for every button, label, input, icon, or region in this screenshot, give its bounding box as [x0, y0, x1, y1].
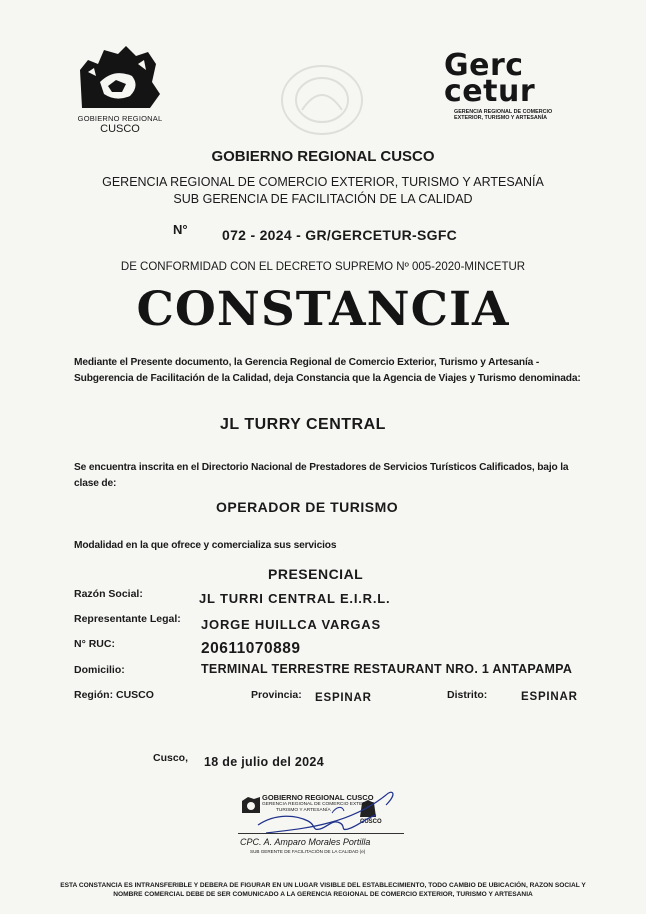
official-stamp [236, 785, 406, 865]
signatory-name: CPC. A. Amparo Morales Portilla [240, 837, 371, 847]
stamp-line-2: GERENCIA REGIONAL DE COMERCIO EXTERIOR [262, 802, 375, 807]
modality-label: Modalidad en la que ofrece y comercializa sus servicios [74, 540, 337, 551]
gercetur-wordmark-top: Gerc [444, 48, 524, 83]
logo-caption-cusco: CUSCO [100, 123, 140, 135]
logo-caption-gobierno: GOBIERNO REGIONAL [77, 114, 163, 123]
gercetur-subtitle-2: EXTERIOR, TURISMO Y ARTESANÍA [454, 115, 548, 121]
gercetur-subtitle-1: GERENCIA REGIONAL DE COMERCIO [454, 109, 553, 115]
razon-social-label: Razón Social: [74, 588, 143, 600]
footer-notice [20, 882, 626, 899]
header-gerencia: GERENCIA REGIONAL DE COMERCIO EXTERIOR, TURISMO Y ARTESANÍA [102, 175, 544, 189]
watermark-seal [272, 60, 372, 140]
service-class: OPERADOR DE TURISMO [216, 499, 399, 515]
footer-line-1: ESTA CONSTANCIA ES INTRANSFERIBLE Y DEBERA DE FIGURAR EN UN LUGAR VISIBLE DEL ESTABLECIMIENTO, TODO CAMBIO DE UBICACIÓN, RAZON SOCIAL Y [60, 882, 586, 889]
intro-paragraph: Mediante el Presente documento, la Gerencia Regional de Comercio Exterior, Turismo y Artesanía - Subgerencia de Facilitación de la Calidad, deja Constancia que la Agencia de Viajes y Turismo denominada: [74, 357, 581, 384]
regional-emblem-icon [74, 42, 166, 114]
ruc-value: 20611070889 [201, 640, 301, 657]
representante-value: JORGE HUILLCA VARGAS [201, 617, 381, 632]
header-subgerencia: SUB GERENCIA DE FACILITACIÓN DE LA CALIDAD [173, 192, 473, 206]
watermark-emblem-icon [272, 60, 372, 140]
stamp-right-text: CUSCO [360, 819, 382, 825]
provincia-value: ESPINAR [315, 692, 372, 704]
domicilio-value: TERMINAL TERRESTRE RESTAURANT NRO. 1 ANTAPAMPA [201, 662, 573, 676]
stamp-line-3: TURISMO Y ARTESANÍA [276, 808, 331, 813]
distrito-value: ESPINAR [521, 691, 578, 703]
registration-paragraph: Se encuentra inscrita en el Directorio Nacional de Prestadores de Servicios Turísticos Calificados, bajo la clase de: [74, 462, 569, 489]
header-gobierno: GOBIERNO REGIONAL CUSCO [211, 148, 435, 165]
decree-reference: DE CONFORMIDAD CON EL DECRETO SUPREMO Nº 005-2020-MINCETUR [120, 261, 526, 273]
gercetur-logo [440, 48, 570, 122]
provincia-label: Provincia: [251, 689, 302, 701]
issue-date: 18 de julio del 2024 [204, 755, 324, 769]
signatory-role: SUB GERENTE DE FACILITACIÓN DE LA CALIDAD (e) [250, 849, 366, 854]
signature-line [238, 833, 404, 834]
region-label: Región: CUSCO [74, 689, 154, 701]
date-place: Cusco, [153, 752, 189, 764]
document-title: CONSTANCIA [136, 282, 510, 337]
agency-name: JL TURRY CENTRAL [220, 416, 386, 433]
footer-line-2: NOMBRE COMERCIAL DEBE DE SER COMUNICADO A LA GERENCIA REGIONAL DE COMERCIO EXTERIOR, TURISMO Y ARTESANIA [113, 890, 533, 898]
gobierno-regional-cusco-logo [74, 42, 164, 138]
distrito-label: Distrito: [447, 689, 488, 701]
modality-value: PRESENCIAL [268, 566, 364, 582]
stamp-line-1: GOBIERNO REGIONAL CUSCO [262, 793, 374, 802]
representante-label: Representante Legal: [74, 613, 181, 625]
document-number-label: N° [173, 222, 188, 237]
document-number: 072 - 2024 - GR/GERCETUR-SGFC [222, 227, 458, 243]
ruc-label: N° RUC: [74, 638, 115, 650]
domicilio-label: Domicilio: [74, 664, 125, 676]
gercetur-wordmark-bottom: cetur [444, 74, 536, 109]
razon-social-value: JL TURRI CENTRAL E.I.R.L. [199, 591, 391, 606]
